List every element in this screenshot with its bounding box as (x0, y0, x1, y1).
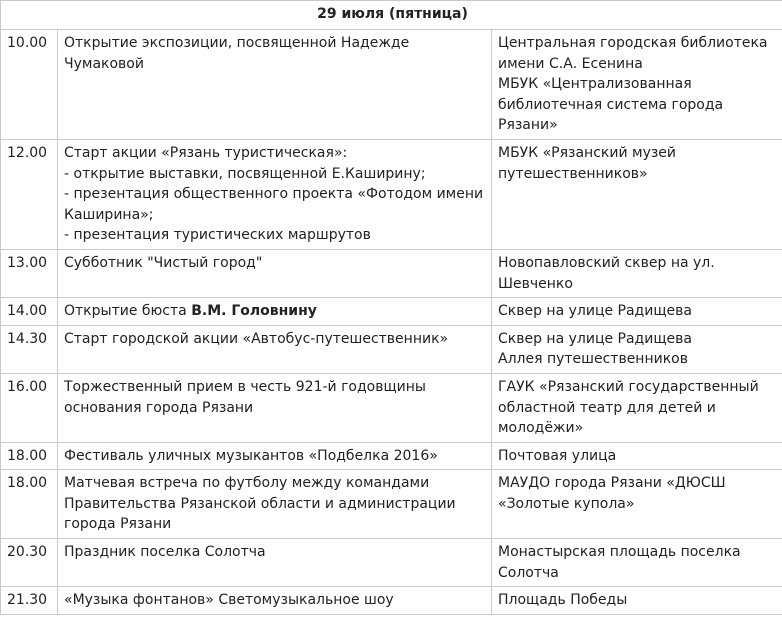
place-line: Шевченко (498, 275, 573, 292)
event-line: - презентация туристических маршрутов (64, 227, 371, 244)
event-line: - открытие выставки, посвященной Е.Каширину; (64, 165, 426, 182)
place-line: Рязани» (498, 117, 558, 134)
event-line: Субботник "Чистый город" (64, 254, 263, 271)
time-cell: 12.00 (1, 139, 58, 249)
event-line: Чумаковой (64, 55, 144, 72)
place-line: «Золотые купола» (498, 495, 635, 512)
place-cell (492, 470, 782, 539)
place-line: Почтовая улица (498, 447, 617, 464)
place-line: Сквер на улице Радищева (498, 303, 692, 320)
place-cell (492, 249, 782, 297)
event-line: «Музыка фонтанов» Светомузыкальное шоу (64, 592, 394, 609)
event-line: Правительства Рязанской области и администрации (64, 495, 456, 512)
place-line: путешественников» (498, 165, 648, 182)
place-line: библиотечная система города (498, 96, 724, 113)
place-line: молодёжи» (498, 420, 584, 437)
place-cell (492, 30, 782, 140)
place-line: Новопавловский сквер на ул. (498, 254, 715, 271)
place-line: Площадь Победы (498, 592, 628, 609)
place-line: Монастырская площадь поселка (498, 544, 741, 561)
place-cell (492, 539, 782, 587)
event-bold-name: В.М. Головнину (191, 303, 317, 320)
place-cell (492, 139, 782, 249)
event-cell (58, 298, 492, 326)
time-cell: 20.30 (1, 539, 58, 587)
event-cell (58, 325, 492, 373)
place-cell (492, 587, 782, 615)
table-row (1, 442, 782, 470)
table-row (1, 587, 782, 615)
event-line: Фестиваль уличных музыкантов «Подбелка 2016» (64, 447, 438, 464)
place-line: Солотча (498, 564, 559, 581)
table-row (1, 249, 782, 297)
time-cell: 10.00 (1, 30, 58, 140)
time-cell: 21.30 (1, 587, 58, 615)
place-cell (492, 373, 782, 442)
place-line: МБУК «Централизованная (498, 76, 692, 93)
date-header-row (1, 1, 782, 30)
place-line: областной театр для детей и (498, 399, 716, 416)
place-line: Сквер на улице Радищева (498, 330, 692, 347)
event-cell (58, 139, 492, 249)
event-line: Старт городской акции «Автобус-путешественник» (64, 330, 449, 347)
event-cell (58, 249, 492, 297)
event-line: основания города Рязани (64, 399, 254, 416)
place-line: ГАУК «Рязанский государственный (498, 378, 759, 395)
table-row (1, 298, 782, 326)
table-row (1, 325, 782, 373)
event-cell (58, 539, 492, 587)
event-cell (58, 373, 492, 442)
table-row (1, 139, 782, 249)
event-cell (58, 30, 492, 140)
event-line: Открытие экспозиции, посвященной Надежде (64, 35, 410, 51)
event-cell (58, 587, 492, 615)
place-line: МБУК «Рязанский музей (498, 144, 677, 161)
event-line: Каширина»; (64, 206, 154, 223)
time-cell: 13.00 (1, 249, 58, 297)
place-cell (492, 325, 782, 373)
time-cell: 18.00 (1, 470, 58, 539)
event-line: Матчевая встреча по футболу между командами (64, 475, 430, 492)
event-line: - презентация общественного проекта «Фотодом имени (64, 186, 484, 203)
table-row (1, 470, 782, 539)
table-row (1, 373, 782, 442)
date-header: 29 июля (пятница) (1, 1, 782, 30)
event-cell (58, 442, 492, 470)
event-text: Открытие бюста (64, 303, 192, 320)
place-line: Аллея путешественников (498, 351, 688, 368)
table-row (1, 30, 782, 140)
time-cell: 14.30 (1, 325, 58, 373)
event-line: города Рязани (64, 516, 172, 533)
event-cell (58, 470, 492, 539)
place-line: Центральная городская библиотека (498, 35, 768, 51)
time-cell: 18.00 (1, 442, 58, 470)
place-line: имени С.А. Есенина (498, 55, 643, 72)
place-cell (492, 298, 782, 326)
time-cell: 14.00 (1, 298, 58, 326)
place-line: МАУДО города Рязани «ДЮСШ (498, 475, 726, 492)
time-cell: 16.00 (1, 373, 58, 442)
event-line: Торжественный прием в честь 921-й годовщины (64, 378, 426, 395)
event-line: Праздник поселка Солотча (64, 544, 266, 561)
table-row (1, 539, 782, 587)
event-line: Старт акции «Рязань туристическая»: (64, 144, 348, 161)
place-cell (492, 442, 782, 470)
